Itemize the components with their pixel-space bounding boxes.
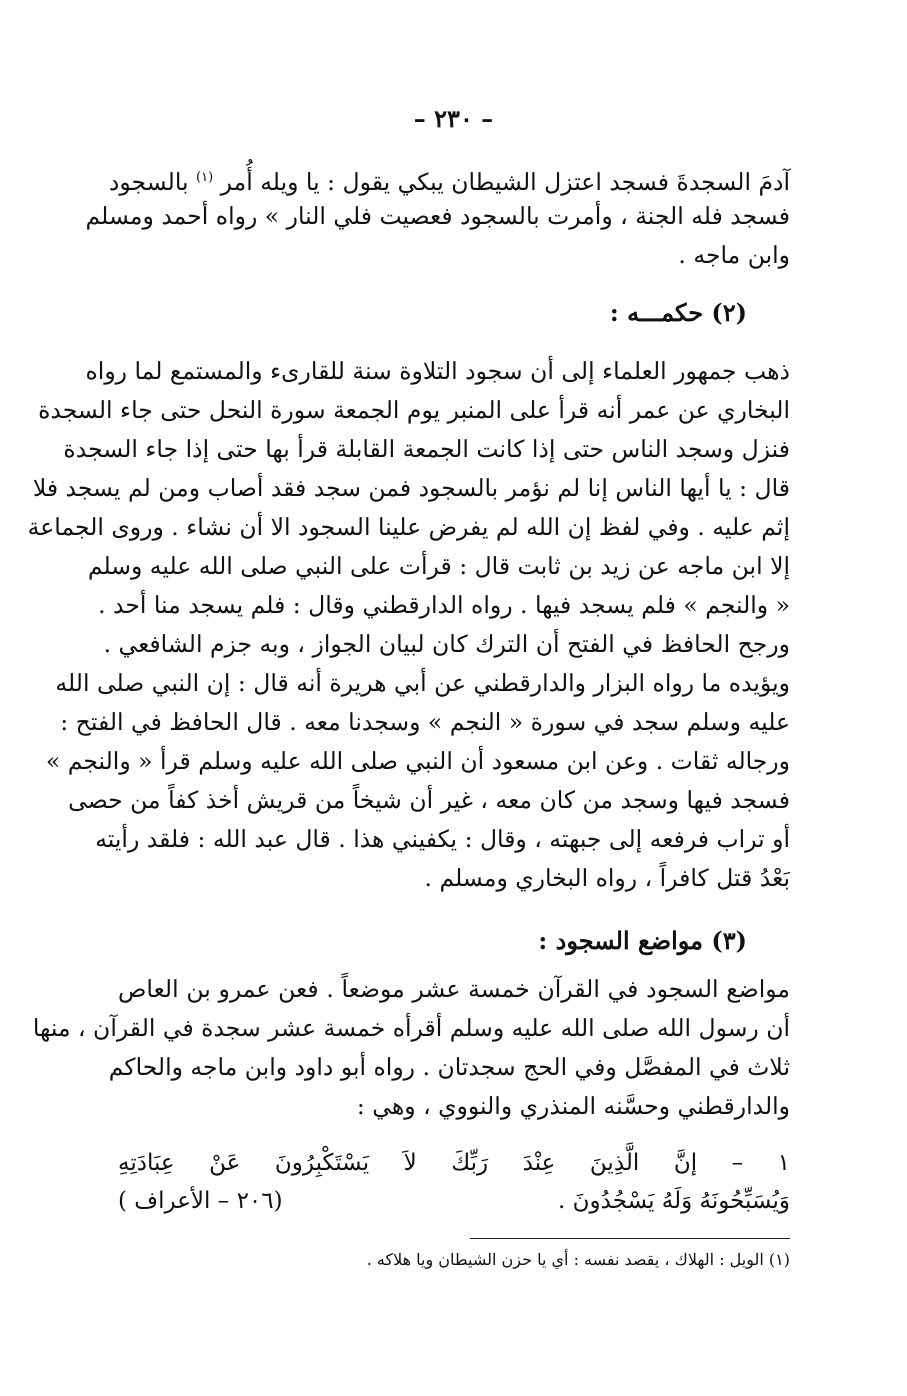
ruling-line: ذهب جمهور العلماء إلى أن سجود التلاوة سنة للقارىء والمستمع لما رواه [85, 357, 790, 385]
ruling-line: إلا ابن ماجه عن زيد بن ثابت قال : قرأت على النبي صلى الله عليه وسلم [87, 552, 790, 580]
quran-verse [118, 1144, 790, 1220]
ruling-line: « والنجم » فلم يسجد فيها . رواه الدارقطني وقال : فلم يسجد منا أحد . [98, 591, 790, 619]
places-line: أن رسول الله صلى الله عليه وسلم أقرأه خمسة عشر سجدة في القرآن ، منها [32, 1014, 790, 1042]
footnote-divider [470, 1238, 790, 1239]
ruling-line: قال : يا أيها الناس إنا لم نؤمر بالسجود فمن سجد فقد أصاب ومن لم يسجد فلا [32, 474, 790, 502]
footnote: (١) الويل : الهلاك ، يقصد نفسه : أي يا حزن الشيطان ويا هلاكه . [366, 1250, 790, 1269]
ruling-line: بَعْدُ قتل كافراً ، رواه البخاري ومسلم . [424, 864, 790, 892]
verse-line-2-text: وَيُسَبِّحُونَهُ وَلَهُ يَسْجُدُونَ . [558, 1188, 790, 1214]
verse-reference: (٢٠٦ – الأعراف ) [118, 1188, 283, 1214]
ruling-line: عليه وسلم سجد في سورة « النجم » وسجدنا معه . قال الحافظ في الفتح : [60, 708, 790, 736]
ruling-line: ورجح الحافظ في الفتح أن الترك كان لبيان الجواز ، وبه جزم الشافعي . [103, 630, 790, 658]
footnote-marker: (١) [196, 170, 214, 185]
intro-line-2: فسجد فله الجنة ، وأمرت بالسجود فعصيت فلي النار » رواه أحمد ومسلم [85, 202, 790, 230]
intro-line-1 [108, 158, 790, 197]
intro-line-1-text: آدمَ السجدةَ فسجد اعتزل الشيطان يبكي يقول : يا ويله أُمر [220, 167, 790, 196]
ruling-line: فسجد فيها وسجد من كان معه ، غير أن شيخاً من قريش أخذ كفاً من حصى [68, 786, 790, 814]
ruling-line: ورجاله ثقات . وعن ابن مسعود أن النبي صلى الله عليه وسلم قرأ « والنجم » [45, 747, 790, 775]
places-line: ثلاث في المفصَّل وفي الحج سجدتان . رواه أبو داود وابن ماجه والحاكم [108, 1053, 790, 1081]
ruling-line: ويؤيده ما رواه البزار والدارقطني عن أبي هريرة أنه قال : إن النبي صلى الله [55, 669, 790, 697]
verse-line-2 [118, 1182, 790, 1220]
intro-paragraph [85, 158, 790, 275]
intro-line-3: وابن ماجه . [678, 241, 790, 269]
ruling-line: البخاري عن عمر أنه قرأ على المنبر يوم الجمعة سورة النحل حتى جاء السجدة [38, 396, 790, 424]
page-number: – ٢٣٠ – [413, 104, 494, 133]
section-heading-places: (٣) مواضع السجود : [538, 926, 747, 955]
verse-line-1: ١ – إنَّ الَّذِينَ عِنْدَ رَبِّكَ لاَ يَسْتَكْبِرُونَ عَنْ عِبَادَتِهِ [118, 1150, 790, 1176]
places-line: مواضع السجود في القرآن خمسة عشر موضعاً . فعن عمرو بن العاص [118, 975, 790, 1003]
section-heading-ruling: (٢) حكمـــه : [609, 298, 747, 327]
places-line: والدارقطني وحسَّنه المنذري والنووي ، وهي : [356, 1092, 790, 1120]
ruling-paragraph [27, 352, 790, 898]
ruling-line: أو تراب فرفعه إلى جبهته ، وقال : يكفيني هذا . قال عبد الله : فلقد رأيته [95, 825, 790, 853]
places-paragraph [32, 970, 790, 1126]
ruling-line: إثم عليه . وفي لفظ إن الله لم يفرض علينا السجود الا أن نشاء . وروى الجماعة [27, 513, 790, 541]
ruling-line: فنزل وسجد الناس حتى إذا كانت الجمعة القابلة قرأ بها حتى إذا جاء السجدة [63, 435, 790, 463]
intro-line-1-end: بالسجود [108, 167, 189, 196]
